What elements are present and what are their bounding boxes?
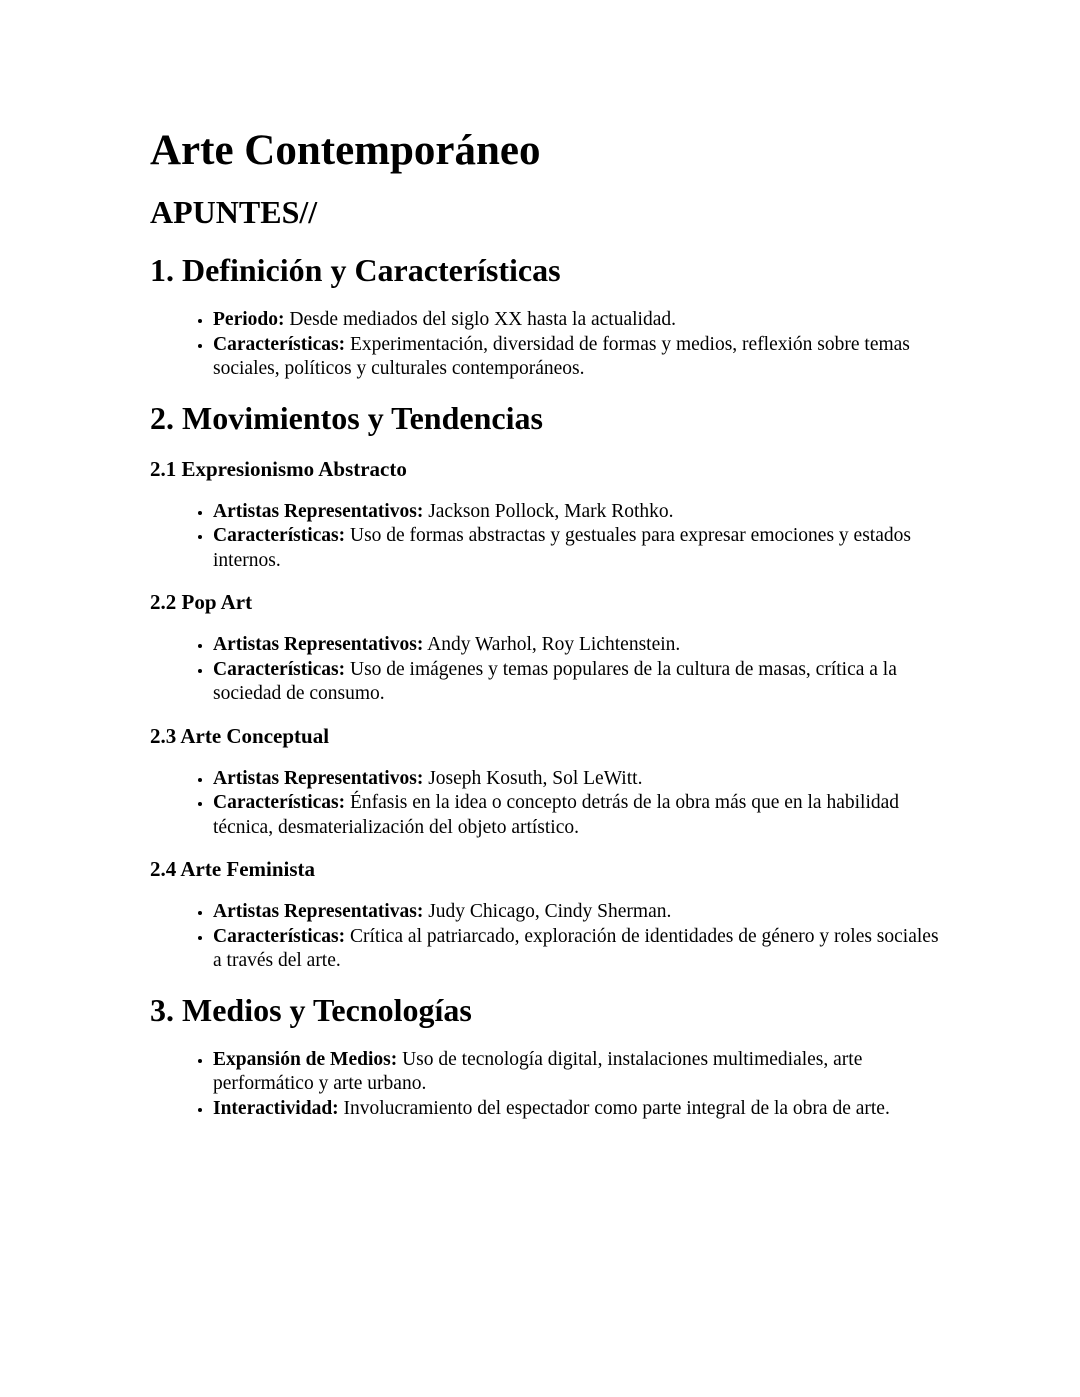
item-text: Involucramiento del espectador como parte integral de la obra de arte. — [338, 1097, 890, 1119]
item-text: Uso de formas abstractas y gestuales para expresar emociones y estados internos. — [213, 525, 911, 571]
document-title: Arte Contemporáneo — [150, 127, 541, 174]
list-item — [213, 767, 950, 792]
bullet-list — [150, 900, 950, 974]
subsection-heading: 2.1 Expresionismo Abstracto — [150, 456, 407, 481]
document-subtitle: APUNTES// — [150, 194, 318, 230]
item-label: Características: — [213, 792, 346, 813]
list-item — [213, 333, 950, 382]
bullet-list — [150, 500, 950, 574]
subsection-heading: 2.4 Arte Feminista — [150, 857, 316, 881]
item-text: Andy Warhol, Roy Lichtenstein. — [423, 634, 681, 655]
subsection-heading: 2.2 Pop Art — [150, 590, 253, 614]
list-item — [213, 633, 950, 658]
item-text: Énfasis en la idea o concepto detrás de la obra más que en la habilidad técnica, desmaterialización del objeto artístico. — [213, 792, 900, 838]
item-text: Judy Chicago, Cindy Sherman. — [423, 901, 672, 922]
bullet-list — [150, 308, 950, 382]
section-heading: 2. Movimientos y Tendencias — [150, 399, 543, 436]
item-text: Uso de imágenes y temas populares de la cultura de masas, crítica a la sociedad de consumo. — [213, 658, 897, 704]
section-heading: 1. Definición y Características — [150, 252, 561, 288]
list-item — [213, 791, 950, 840]
list-item — [213, 900, 950, 925]
item-label: Artistas Representativos: — [213, 634, 424, 655]
list-item — [213, 1097, 950, 1122]
section-heading: 3. Medios y Tecnologías — [150, 991, 472, 1028]
item-text: Desde mediados del siglo XX hasta la actualidad. — [284, 309, 676, 330]
list-item — [213, 1048, 950, 1097]
item-label: Características: — [213, 925, 346, 947]
item-label: Periodo: — [213, 309, 285, 330]
item-label: Interactividad: — [213, 1097, 339, 1119]
list-item — [213, 658, 950, 707]
item-label: Artistas Representativos: — [213, 767, 424, 789]
list-item — [213, 524, 950, 573]
item-text: Jackson Pollock, Mark Rothko. — [423, 500, 674, 522]
item-label: Características: — [213, 333, 346, 355]
bullet-list — [150, 767, 950, 841]
item-label: Artistas Representativas: — [213, 901, 424, 922]
item-label: Características: — [213, 525, 346, 546]
item-label: Características: — [213, 658, 346, 680]
item-label: Artistas Representativos: — [213, 500, 424, 522]
item-text: Crítica al patriarcado, exploración de identidades de género y roles sociales a través del arte. — [213, 925, 939, 971]
item-text: Joseph Kosuth, Sol LeWitt. — [423, 767, 643, 789]
bullet-list — [150, 633, 950, 707]
item-label: Expansión de Medios: — [213, 1048, 398, 1070]
list-item — [213, 925, 950, 974]
bullet-list — [150, 1048, 950, 1122]
subsection-heading: 2.3 Arte Conceptual — [150, 723, 330, 748]
list-item — [213, 500, 950, 525]
item-text: Experimentación, diversidad de formas y medios, reflexión sobre temas sociales, políticos y culturales contemporáneos. — [213, 333, 910, 379]
list-item — [213, 308, 950, 333]
document-content — [150, 122, 950, 1121]
item-text: Uso de tecnología digital, instalaciones multimediales, arte performático y arte urbano. — [213, 1048, 863, 1094]
